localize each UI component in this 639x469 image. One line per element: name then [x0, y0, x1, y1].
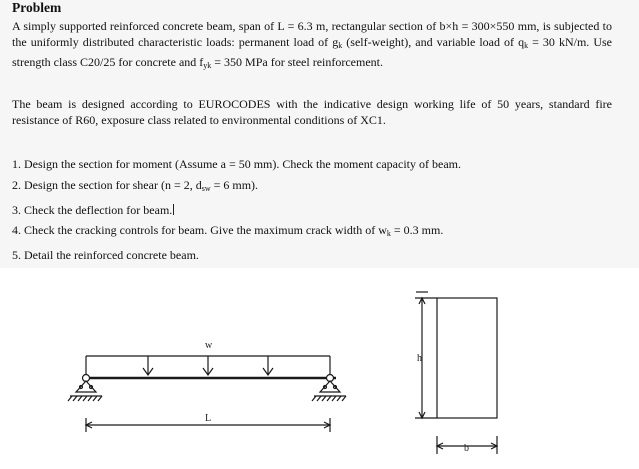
- beam-diagram: [0, 268, 639, 469]
- height-label: h: [417, 353, 422, 364]
- load-arrow: [143, 356, 153, 375]
- problem-paragraph-2: The beam is designed according to EUROCODES with the indicative design working life of 50 years, standard fire resistance of R60, exposure class related to environmental conditions of XC1.: [12, 97, 612, 127]
- cross-section-rect: [437, 298, 497, 418]
- distributed-load: [86, 356, 330, 376]
- problem-title: Problem: [12, 0, 62, 15]
- problem-paragraph-1: A simply supported reinforced concrete beam, span of L = 6.3 m, rectangular section of b×h = 300×550 mm, is subjected to the uniformly distributed characteristic loads: permanent load of $g_k$ (self-weight), and variable load of $q_k = 30$ kN/m. Use strength class C20/25 for concrete and $f_{yk} = 350$ MPa for steel reinforcement.: [12, 19, 613, 70]
- beam-figure: [0, 268, 639, 469]
- task-list: [12, 154, 612, 266]
- width-label: b: [464, 443, 469, 454]
- text-cursor: [173, 204, 174, 215]
- load-label: w: [205, 340, 213, 351]
- task-item: 2. Design the section for shear (n = 2, $d_{sw} = 6$ mm).: [12, 177, 259, 193]
- task-item: 4. Check the cracking controls for beam. Give the maximum crack width of $w_k = 0.3$ mm.: [12, 223, 444, 239]
- load-arrow: [203, 356, 213, 375]
- task-item: 1. Design the section for moment (Assume a = 50 mm). Check the moment capacity of beam.: [12, 157, 461, 171]
- task-item: 5. Detail the reinforced concrete beam.: [12, 248, 199, 263]
- span-label: L: [205, 413, 212, 424]
- task-item: 3. Check the deflection for beam.: [12, 202, 173, 217]
- load-arrow: [263, 356, 273, 375]
